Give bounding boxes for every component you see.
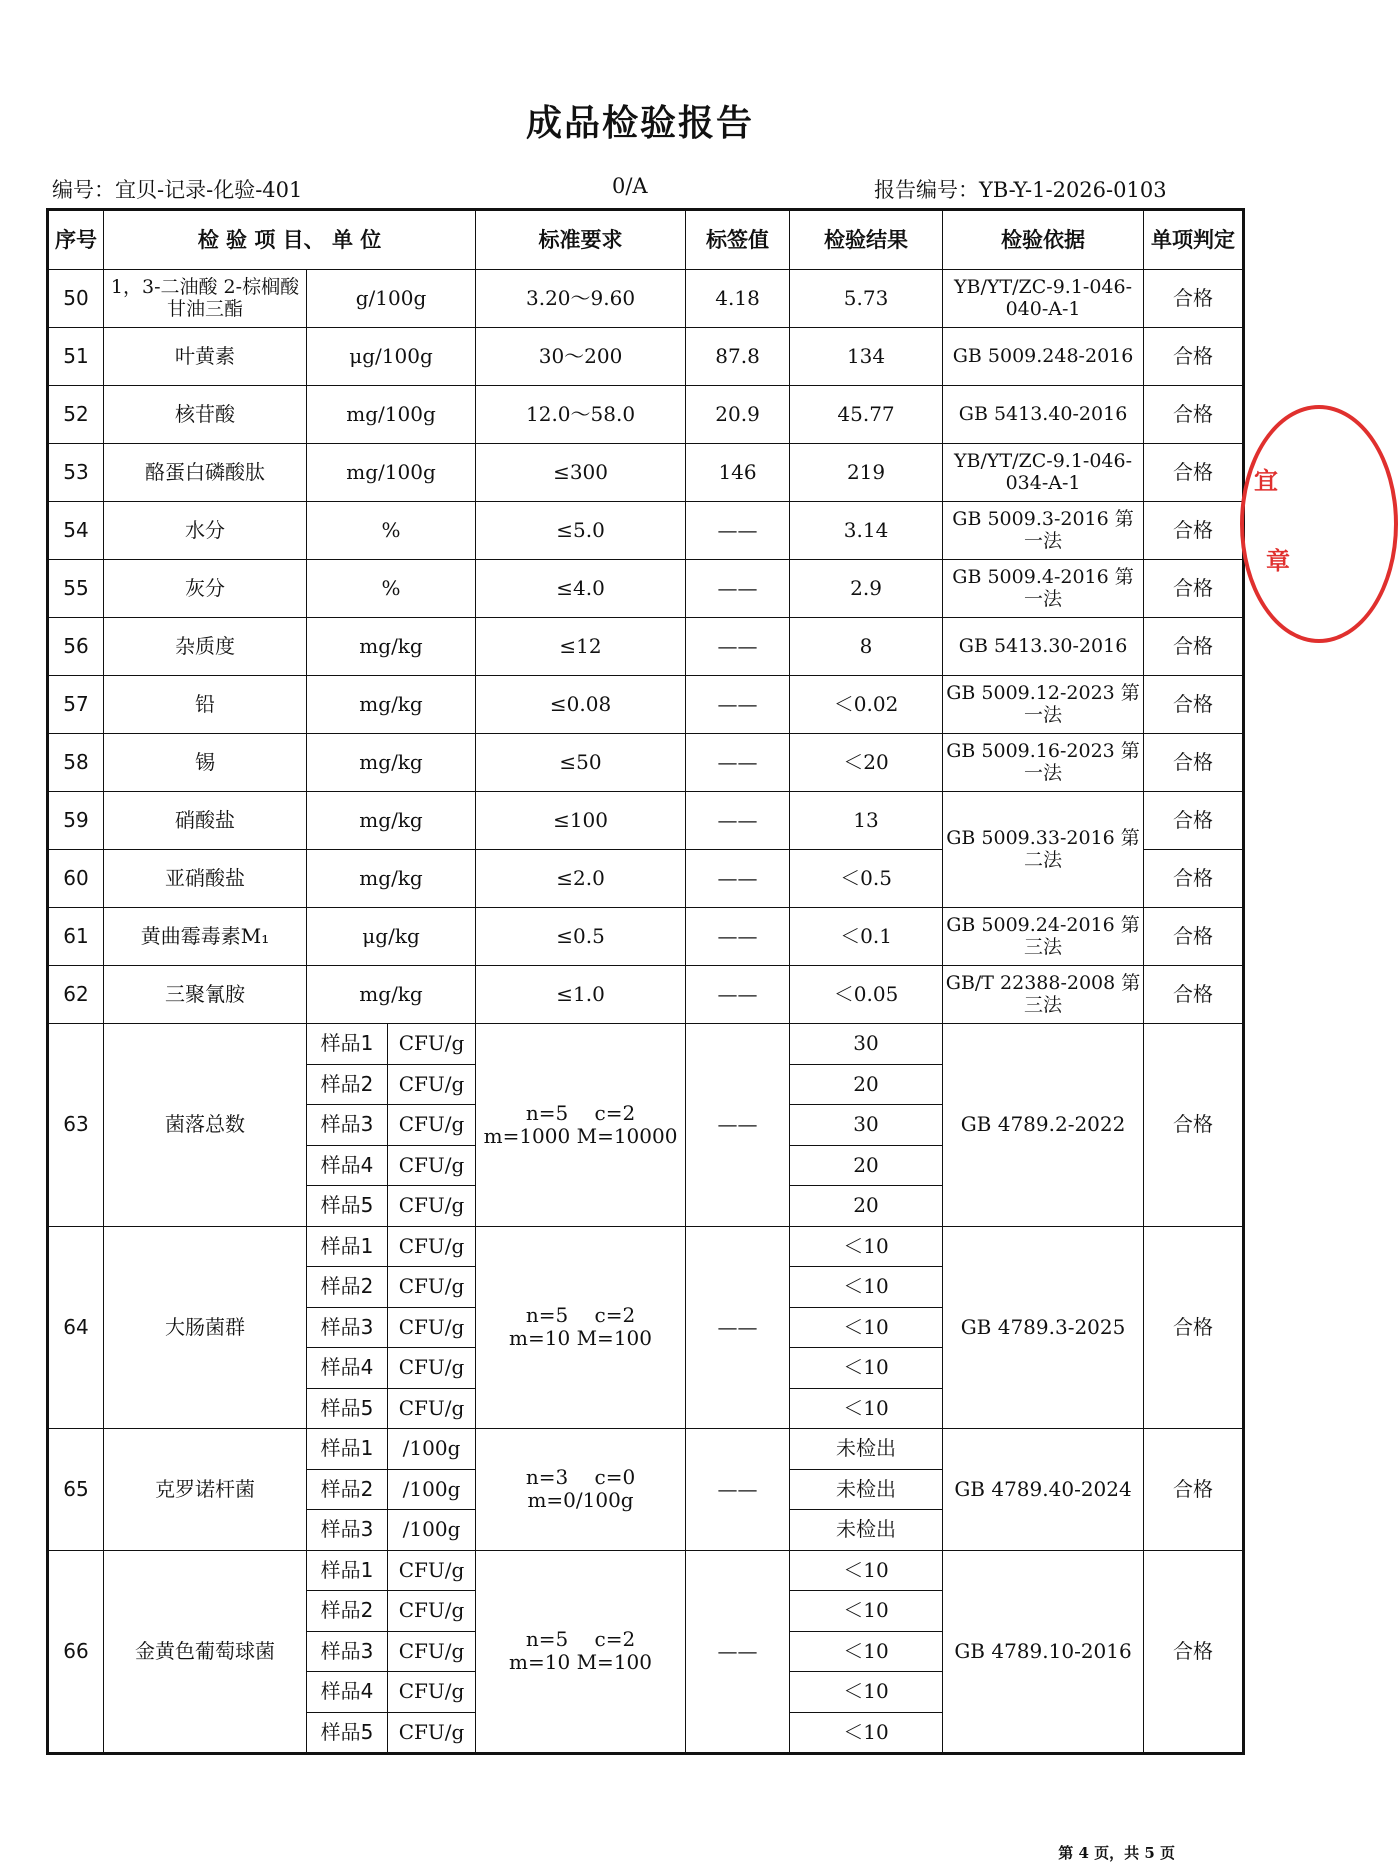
item-unit: mg/100g (307, 444, 476, 502)
seal-char-2: 章 (1266, 547, 1290, 575)
label-value: 20.9 (686, 386, 790, 444)
standard-requirement (476, 1550, 686, 1754)
item-unit: % (307, 560, 476, 618)
test-result: ＜10 (790, 1591, 943, 1632)
item-unit: μg/100g (307, 328, 476, 386)
table-row (48, 1024, 1244, 1065)
standard-line-1: n=3 c=0 (525, 1465, 636, 1490)
row-number: 65 (48, 1429, 104, 1551)
row-number: 62 (48, 966, 104, 1024)
standard-requirement (476, 1024, 686, 1227)
item-name: 杂质度 (104, 618, 307, 676)
item-judgment: 合格 (1144, 1429, 1244, 1551)
label-value: —— (686, 1550, 790, 1754)
label-value: 87.8 (686, 328, 790, 386)
sample-unit: /100g (388, 1469, 476, 1510)
test-result: ＜10 (790, 1348, 943, 1389)
test-basis: GB 5413.30-2016 (943, 618, 1144, 676)
test-result: 20 (790, 1064, 943, 1105)
sample-unit: CFU/g (388, 1550, 476, 1591)
test-basis: GB 4789.10-2016 (943, 1550, 1144, 1754)
sample-unit: CFU/g (388, 1186, 476, 1227)
table-row (48, 270, 1244, 328)
sample-name: 样品5 (307, 1712, 388, 1754)
sample-name: 样品3 (307, 1105, 388, 1146)
table-row (48, 1429, 1244, 1470)
standard-requirement: ≤100 (476, 792, 686, 850)
table-row (48, 676, 1244, 734)
item-judgment: 合格 (1144, 560, 1244, 618)
test-result: 134 (790, 328, 943, 386)
label-value: —— (686, 676, 790, 734)
label-value: 146 (686, 444, 790, 502)
item-unit: mg/100g (307, 386, 476, 444)
standard-requirement: ≤50 (476, 734, 686, 792)
sample-name: 样品2 (307, 1064, 388, 1105)
standard-line-1: n=5 c=2 (525, 1303, 636, 1328)
revision-code: 0/A (612, 174, 648, 198)
test-basis: GB 4789.3-2025 (943, 1226, 1144, 1429)
standard-requirement: ≤2.0 (476, 850, 686, 908)
item-judgment: 合格 (1144, 850, 1244, 908)
test-result: ＜0.05 (790, 966, 943, 1024)
item-judgment: 合格 (1144, 328, 1244, 386)
test-result: ＜10 (790, 1307, 943, 1348)
sample-unit: CFU/g (388, 1348, 476, 1389)
label-value: —— (686, 966, 790, 1024)
test-result: ＜10 (790, 1550, 943, 1591)
sample-unit: CFU/g (388, 1226, 476, 1267)
table-row (48, 966, 1244, 1024)
standard-line-2: m=0/100g (527, 1488, 634, 1513)
test-result: 2.9 (790, 560, 943, 618)
table-row (48, 386, 1244, 444)
item-judgment: 合格 (1144, 386, 1244, 444)
item-judgment: 合格 (1144, 966, 1244, 1024)
test-basis: GB 5009.3-2016 第一法 (943, 502, 1144, 560)
item-name: 酪蛋白磷酸肽 (104, 444, 307, 502)
row-number: 54 (48, 502, 104, 560)
test-basis: GB 5009.4-2016 第一法 (943, 560, 1144, 618)
sample-name: 样品1 (307, 1024, 388, 1065)
sample-name: 样品4 (307, 1348, 388, 1389)
col-header-basis: 检验依据 (943, 210, 1144, 270)
test-result: 20 (790, 1186, 943, 1227)
standard-requirement: 30～200 (476, 328, 686, 386)
sample-unit: CFU/g (388, 1307, 476, 1348)
item-name: 大肠菌群 (104, 1226, 307, 1429)
standard-line-1: n=5 c=2 (525, 1627, 636, 1652)
row-number: 59 (48, 792, 104, 850)
col-header-result: 检验结果 (790, 210, 943, 270)
item-name: 克罗诺杆菌 (104, 1429, 307, 1551)
report-title: 成品检验报告 (525, 103, 754, 144)
label-value: —— (686, 1024, 790, 1227)
label-value: —— (686, 1429, 790, 1551)
item-judgment: 合格 (1144, 444, 1244, 502)
document-number: 编号：宜贝-记录-化验-401 (52, 178, 303, 202)
table-row (48, 792, 1244, 850)
standard-requirement (476, 1429, 686, 1551)
sample-name: 样品1 (307, 1226, 388, 1267)
sample-unit: CFU/g (388, 1712, 476, 1754)
item-judgment: 合格 (1144, 270, 1244, 328)
table-row (48, 444, 1244, 502)
test-result: ＜20 (790, 734, 943, 792)
test-result: 3.14 (790, 502, 943, 560)
sample-name: 样品5 (307, 1388, 388, 1429)
col-header-standard: 标准要求 (476, 210, 686, 270)
item-judgment: 合格 (1144, 502, 1244, 560)
test-result: ＜0.5 (790, 850, 943, 908)
sample-unit: CFU/g (388, 1388, 476, 1429)
test-result: ＜10 (790, 1631, 943, 1672)
sample-unit: CFU/g (388, 1267, 476, 1308)
test-result: 未检出 (790, 1429, 943, 1470)
sample-name: 样品1 (307, 1550, 388, 1591)
item-unit: mg/kg (307, 966, 476, 1024)
label-value: —— (686, 734, 790, 792)
row-number: 56 (48, 618, 104, 676)
label-value: —— (686, 502, 790, 560)
sample-unit: CFU/g (388, 1105, 476, 1146)
col-header-label: 标签值 (686, 210, 790, 270)
test-basis: GB 4789.40-2024 (943, 1429, 1144, 1551)
test-result: ＜10 (790, 1672, 943, 1713)
test-result: 45.77 (790, 386, 943, 444)
item-unit: mg/kg (307, 850, 476, 908)
item-name: 1，3-二油酸 2-棕榈酸甘油三酯 (104, 270, 307, 328)
row-number: 64 (48, 1226, 104, 1429)
sample-unit: CFU/g (388, 1631, 476, 1672)
test-basis: GB 4789.2-2022 (943, 1024, 1144, 1227)
row-number: 63 (48, 1024, 104, 1227)
page-number: 第 4 页，共 5 页 (1058, 1844, 1175, 1862)
sample-name: 样品1 (307, 1429, 388, 1470)
table-row (48, 734, 1244, 792)
test-result: 219 (790, 444, 943, 502)
item-unit: μg/kg (307, 908, 476, 966)
label-value: —— (686, 792, 790, 850)
table-body (48, 270, 1244, 1754)
test-result: 13 (790, 792, 943, 850)
sample-name: 样品3 (307, 1510, 388, 1551)
row-number: 50 (48, 270, 104, 328)
row-number: 52 (48, 386, 104, 444)
table-row (48, 1550, 1244, 1591)
test-result: ＜10 (790, 1226, 943, 1267)
test-result: 未检出 (790, 1510, 943, 1551)
standard-requirement: ≤4.0 (476, 560, 686, 618)
item-name: 水分 (104, 502, 307, 560)
row-number: 57 (48, 676, 104, 734)
test-result: 8 (790, 618, 943, 676)
test-basis: GB 5009.12-2023 第一法 (943, 676, 1144, 734)
col-header-item: 检 验 项 目、 单 位 (104, 210, 476, 270)
sample-unit: CFU/g (388, 1024, 476, 1065)
item-name: 锡 (104, 734, 307, 792)
sample-name: 样品4 (307, 1145, 388, 1186)
test-result: 30 (790, 1024, 943, 1065)
item-unit: mg/kg (307, 676, 476, 734)
standard-line-2: m=1000 M=10000 (483, 1123, 678, 1148)
label-value: —— (686, 1226, 790, 1429)
item-unit: g/100g (307, 270, 476, 328)
sample-name: 样品4 (307, 1672, 388, 1713)
standard-requirement: ≤5.0 (476, 502, 686, 560)
seal-char-1: 宜 (1254, 467, 1278, 495)
table-header-row (48, 210, 1244, 270)
standard-requirement: 3.20～9.60 (476, 270, 686, 328)
label-value: —— (686, 618, 790, 676)
item-name: 灰分 (104, 560, 307, 618)
sample-name: 样品2 (307, 1469, 388, 1510)
row-number: 53 (48, 444, 104, 502)
test-basis: GB/T 22388-2008 第三法 (943, 966, 1144, 1024)
table-row (48, 618, 1244, 676)
test-basis: GB 5009.24-2016 第三法 (943, 908, 1144, 966)
item-name: 菌落总数 (104, 1024, 307, 1227)
test-basis: GB 5009.16-2023 第一法 (943, 734, 1144, 792)
item-unit: mg/kg (307, 618, 476, 676)
test-result: ＜0.1 (790, 908, 943, 966)
item-name: 三聚氰胺 (104, 966, 307, 1024)
item-judgment: 合格 (1144, 618, 1244, 676)
col-header-no: 序号 (48, 210, 104, 270)
item-judgment: 合格 (1144, 734, 1244, 792)
item-name: 硝酸盐 (104, 792, 307, 850)
sample-unit: CFU/g (388, 1672, 476, 1713)
item-judgment: 合格 (1144, 1226, 1244, 1429)
inspection-table (46, 208, 1245, 1755)
sample-unit: /100g (388, 1510, 476, 1551)
item-unit: mg/kg (307, 792, 476, 850)
test-basis: YB/YT/ZC-9.1-046-034-A-1 (943, 444, 1144, 502)
sample-unit: CFU/g (388, 1591, 476, 1632)
standard-requirement: ≤12 (476, 618, 686, 676)
item-judgment: 合格 (1144, 908, 1244, 966)
test-result: 未检出 (790, 1469, 943, 1510)
standard-requirement: ≤1.0 (476, 966, 686, 1024)
row-number: 58 (48, 734, 104, 792)
test-basis: YB/YT/ZC-9.1-046-040-A-1 (943, 270, 1144, 328)
label-value: —— (686, 908, 790, 966)
item-unit: mg/kg (307, 734, 476, 792)
sample-unit: CFU/g (388, 1064, 476, 1105)
sample-unit: CFU/g (388, 1145, 476, 1186)
standard-line-1: n=5 c=2 (525, 1100, 636, 1125)
standard-requirement: ≤300 (476, 444, 686, 502)
item-name: 金黄色葡萄球菌 (104, 1550, 307, 1754)
item-judgment: 合格 (1144, 676, 1244, 734)
table-row (48, 1226, 1244, 1267)
standard-requirement: ≤0.5 (476, 908, 686, 966)
row-number: 55 (48, 560, 104, 618)
table-row (48, 908, 1244, 966)
test-result: ＜10 (790, 1712, 943, 1754)
standard-requirement (476, 1226, 686, 1429)
standard-line-2: m=10 M=100 (509, 1650, 652, 1675)
sample-name: 样品3 (307, 1307, 388, 1348)
item-name: 铅 (104, 676, 307, 734)
item-judgment: 合格 (1144, 792, 1244, 850)
sample-unit: /100g (388, 1429, 476, 1470)
row-number: 60 (48, 850, 104, 908)
standard-requirement: ≤0.08 (476, 676, 686, 734)
table-row (48, 502, 1244, 560)
table-row (48, 328, 1244, 386)
test-result: 20 (790, 1145, 943, 1186)
test-result: ＜10 (790, 1267, 943, 1308)
sample-name: 样品2 (307, 1267, 388, 1308)
test-result: 5.73 (790, 270, 943, 328)
test-result: ＜10 (790, 1388, 943, 1429)
row-number: 66 (48, 1550, 104, 1754)
item-name: 叶黄素 (104, 328, 307, 386)
sample-name: 样品5 (307, 1186, 388, 1227)
test-basis: GB 5413.40-2016 (943, 386, 1144, 444)
label-value: 4.18 (686, 270, 790, 328)
item-name: 亚硝酸盐 (104, 850, 307, 908)
row-number: 51 (48, 328, 104, 386)
sample-name: 样品2 (307, 1591, 388, 1632)
label-value: —— (686, 560, 790, 618)
item-judgment: 合格 (1144, 1024, 1244, 1227)
item-name: 核苷酸 (104, 386, 307, 444)
label-value: —— (686, 850, 790, 908)
test-basis: GB 5009.248-2016 (943, 328, 1144, 386)
red-seal-stamp (1240, 405, 1398, 643)
report-number: 报告编号：YB-Y-1-2026-0103 (874, 178, 1167, 202)
table-row (48, 560, 1244, 618)
test-result: ＜0.02 (790, 676, 943, 734)
sample-name: 样品3 (307, 1631, 388, 1672)
test-basis: GB 5009.33-2016 第二法 (943, 792, 1144, 908)
item-unit: % (307, 502, 476, 560)
test-result: 30 (790, 1105, 943, 1146)
row-number: 61 (48, 908, 104, 966)
standard-line-2: m=10 M=100 (509, 1326, 652, 1351)
standard-requirement: 12.0～58.0 (476, 386, 686, 444)
item-name: 黄曲霉毒素M₁ (104, 908, 307, 966)
item-judgment: 合格 (1144, 1550, 1244, 1754)
col-header-judgment: 单项判定 (1144, 210, 1244, 270)
